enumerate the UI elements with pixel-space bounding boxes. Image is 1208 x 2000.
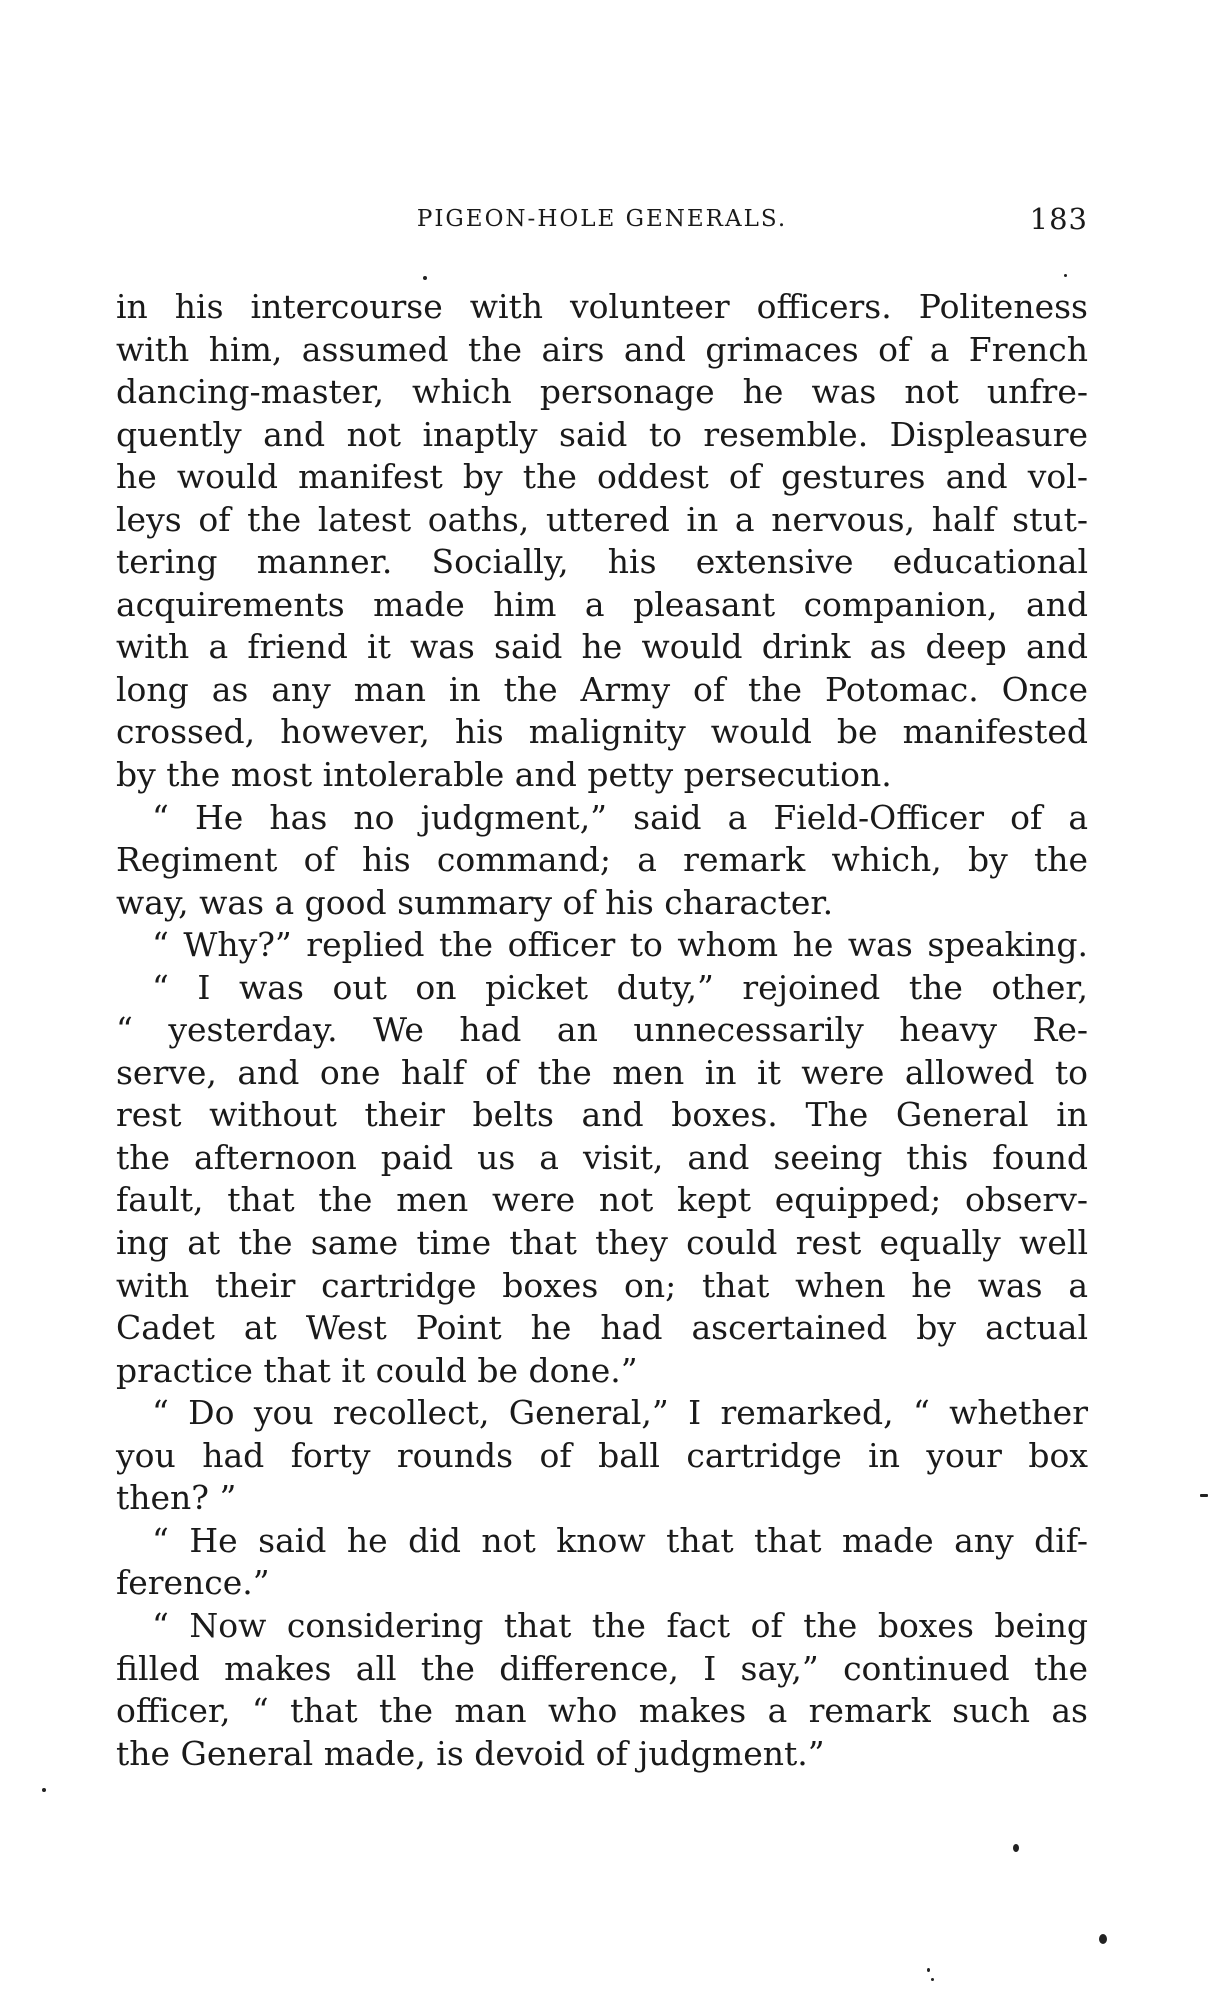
text-line: “ Why?” replied the officer to whom he was speaking.	[152, 925, 1088, 965]
text-line: Cadet at West Point he had ascertained by actual	[116, 1308, 1088, 1348]
scan-speck	[1200, 1494, 1208, 1497]
text-line: practice that it could be done.”	[116, 1350, 638, 1390]
text-line: filled makes all the difference, I say,” continued the	[116, 1648, 1088, 1688]
running-title: PIGEON-HOLE GENERALS.	[416, 206, 788, 232]
text-line: you had forty rounds of ball cartridge in your box	[116, 1435, 1088, 1475]
text-line: ing at the same time that they could rest equally well	[116, 1223, 1088, 1263]
text-line: officer, “ that the man who makes a remark such as	[116, 1691, 1088, 1731]
text-line: in his intercourse with volunteer officers. Politeness	[116, 287, 1088, 326]
text-line: acquirements made him a pleasant companion, and	[116, 584, 1088, 624]
scan-speck	[1064, 274, 1067, 277]
body-text	[116, 286, 1088, 1775]
text-line: “ He has no judgment,” said a Field-Officer of a	[152, 797, 1088, 837]
text-line: rest without their belts and boxes. The General in	[116, 1095, 1088, 1135]
text-line: leys of the latest oaths, uttered in a nervous, half stut-	[116, 499, 1088, 539]
text-line: “ He said he did not know that that made any dif-	[152, 1520, 1088, 1560]
text-line: Regiment of his command; a remark which, by the	[116, 840, 1088, 880]
text-line: the afternoon paid us a visit, and seeing this found	[116, 1137, 1088, 1177]
text-line: tering manner. Socially, his extensive educational	[116, 542, 1088, 582]
text-line: crossed, however, his malignity would be manifested	[116, 712, 1088, 752]
scan-speck	[1013, 1844, 1019, 1852]
text-line: serve, and one half of the men in it were allowed to	[116, 1052, 1088, 1092]
text-line: he would manifest by the oddest of gestures and vol-	[116, 457, 1088, 497]
text-line: “ Now considering that the fact of the boxes being	[152, 1605, 1088, 1645]
text-line: “ Do you recollect, General,” I remarked, “ whether	[152, 1393, 1088, 1433]
text-line: by the most intolerable and petty persecution.	[116, 755, 892, 795]
scan-speck	[1099, 1934, 1107, 1944]
text-line: the General made, is devoid of judgment.”	[116, 1733, 825, 1773]
text-line: quently and not inaptly said to resemble. Displeasure	[116, 414, 1088, 454]
text-line: long as any man in the Army of the Potomac. Once	[116, 669, 1088, 709]
page-number: 183	[1029, 202, 1088, 236]
text-line: with a friend it was said he would drink as deep and	[116, 627, 1088, 667]
scan-speck	[42, 1788, 46, 1792]
text-line: fault, that the men were not kept equipped; observ-	[116, 1180, 1088, 1220]
scan-speck	[927, 1968, 930, 1972]
text-line: dancing-master, which personage he was not unfre-	[116, 372, 1088, 412]
text-line: “ yesterday. We had an unnecessarily heavy Re-	[116, 1010, 1088, 1050]
running-head	[116, 202, 1088, 242]
text-line: with their cartridge boxes on; that when he was a	[116, 1265, 1088, 1305]
text-line: “ I was out on picket duty,” rejoined the other,	[152, 967, 1088, 1007]
text-line: with him, assumed the airs and grimaces of a French	[116, 329, 1088, 369]
scan-speck	[423, 276, 427, 280]
text-line: then? ”	[116, 1478, 237, 1518]
text-line: ference.”	[116, 1563, 270, 1603]
scan-speck	[931, 1978, 934, 1981]
text-line: way, was a good summary of his character.	[116, 882, 834, 922]
